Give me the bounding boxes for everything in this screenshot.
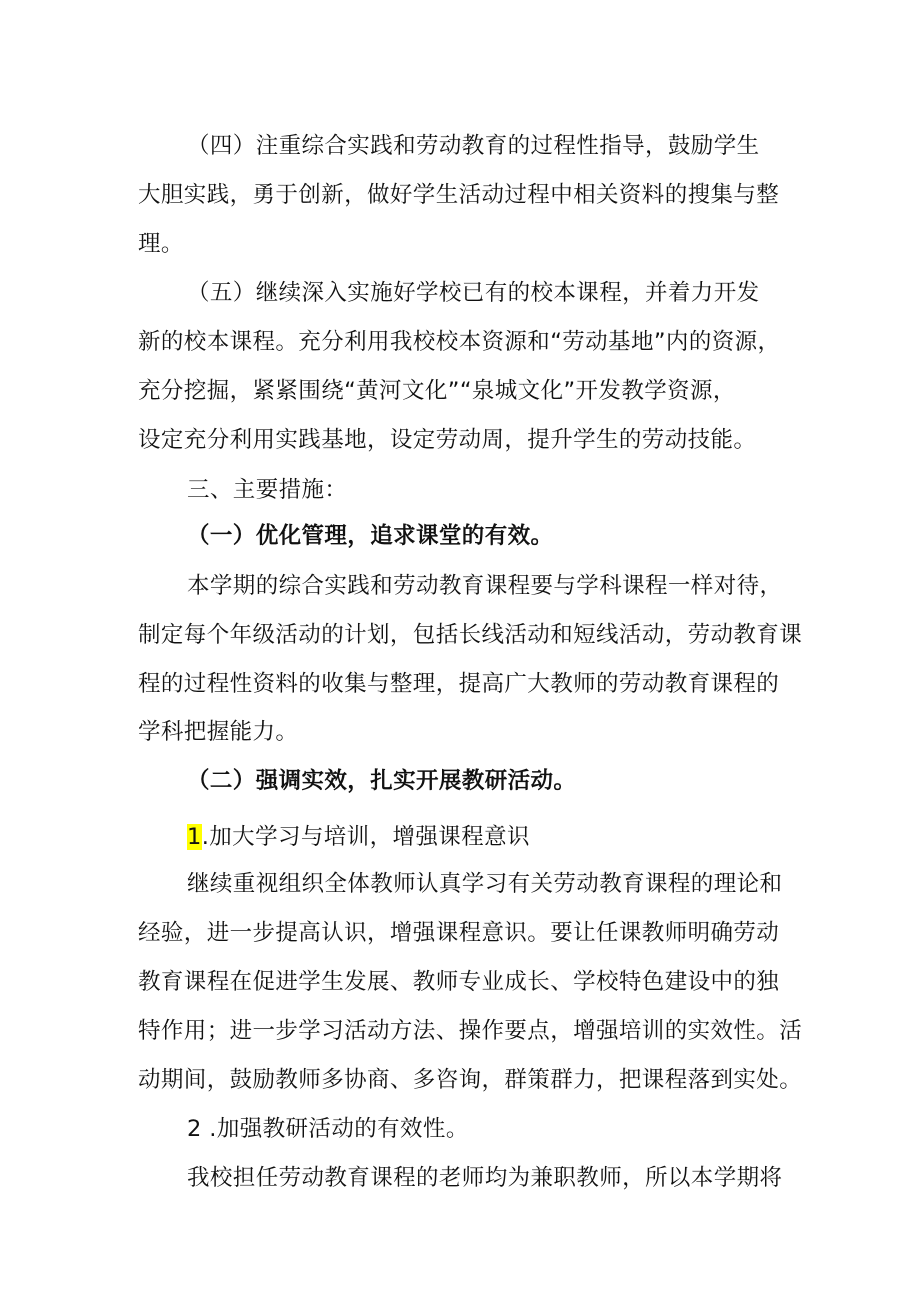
item-1-title	[187, 823, 530, 851]
paragraph-5-line-1: （五）继续深入实施好学校已有的校本课程，并着力开发	[187, 280, 760, 306]
item-1-number-highlight: 1	[187, 824, 202, 850]
item-1-line-3: 教育课程在促进学生发展、教师专业成长、学校特色建设中的独	[138, 969, 780, 995]
item-1-line-4: 特作用；进一步学习活动方法、操作要点，增强培训的实效性。活	[138, 1018, 803, 1044]
paragraph-5-line-4: 设定充分利用实践基地，设定劳动周，提升学生的劳动技能。	[138, 427, 757, 453]
subsection-1-line-4: 学科把握能力。	[138, 719, 299, 745]
item-2-line-1: 我校担任劳动教育课程的老师均为兼职教师，所以本学期将	[187, 1165, 783, 1191]
item-1-line-5: 动期间，鼓励教师多协商、多咨询，群策群力，把课程落到实处。	[138, 1067, 803, 1093]
paragraph-5-line-2: 新的校本课程。充分利用我校校本资源和“劳动基地”内的资源，	[138, 329, 781, 355]
item-1-line-2: 经验，进一步提高认识，增强课程意识。要让任课教师明确劳动	[138, 920, 780, 946]
paragraph-4-line-1: （四）注重综合实践和劳动教育的过程性指导，鼓励学生	[187, 133, 760, 159]
subsection-1-line-2: 制定每个年级活动的计划，包括长线活动和短线活动，劳动教育课	[138, 622, 803, 648]
section-3-heading: 三、主要措施：	[187, 477, 348, 503]
paragraph-4-line-2: 大胆实践，勇于创新，做好学生活动过程中相关资料的搜集与整	[138, 182, 780, 208]
subsection-1-line-1: 本学期的综合实践和劳动教育课程要与学科课程一样对待，	[187, 573, 783, 599]
item-2-title: 2 .加强教研活动的有效性。	[187, 1116, 469, 1142]
subsection-1-line-3: 程的过程性资料的收集与整理，提高广大教师的劳动教育课程的	[138, 671, 780, 697]
item-1-line-1: 继续重视组织全体教师认真学习有关劳动教育课程的理论和	[187, 871, 783, 897]
paragraph-5-line-3: 充分挖掘，紧紧围绕“黄河文化”“泉城文化”开发教学资源，	[138, 378, 736, 404]
subsection-1-heading: （一）优化管理，追求课堂的有效。	[187, 523, 554, 549]
paragraph-4-line-3: 理。	[138, 231, 184, 257]
item-1-title-text: .加大学习与培训，增强课程意识	[201, 824, 530, 850]
subsection-2-heading: （二）强调实效，扎实开展教研活动。	[187, 768, 577, 794]
